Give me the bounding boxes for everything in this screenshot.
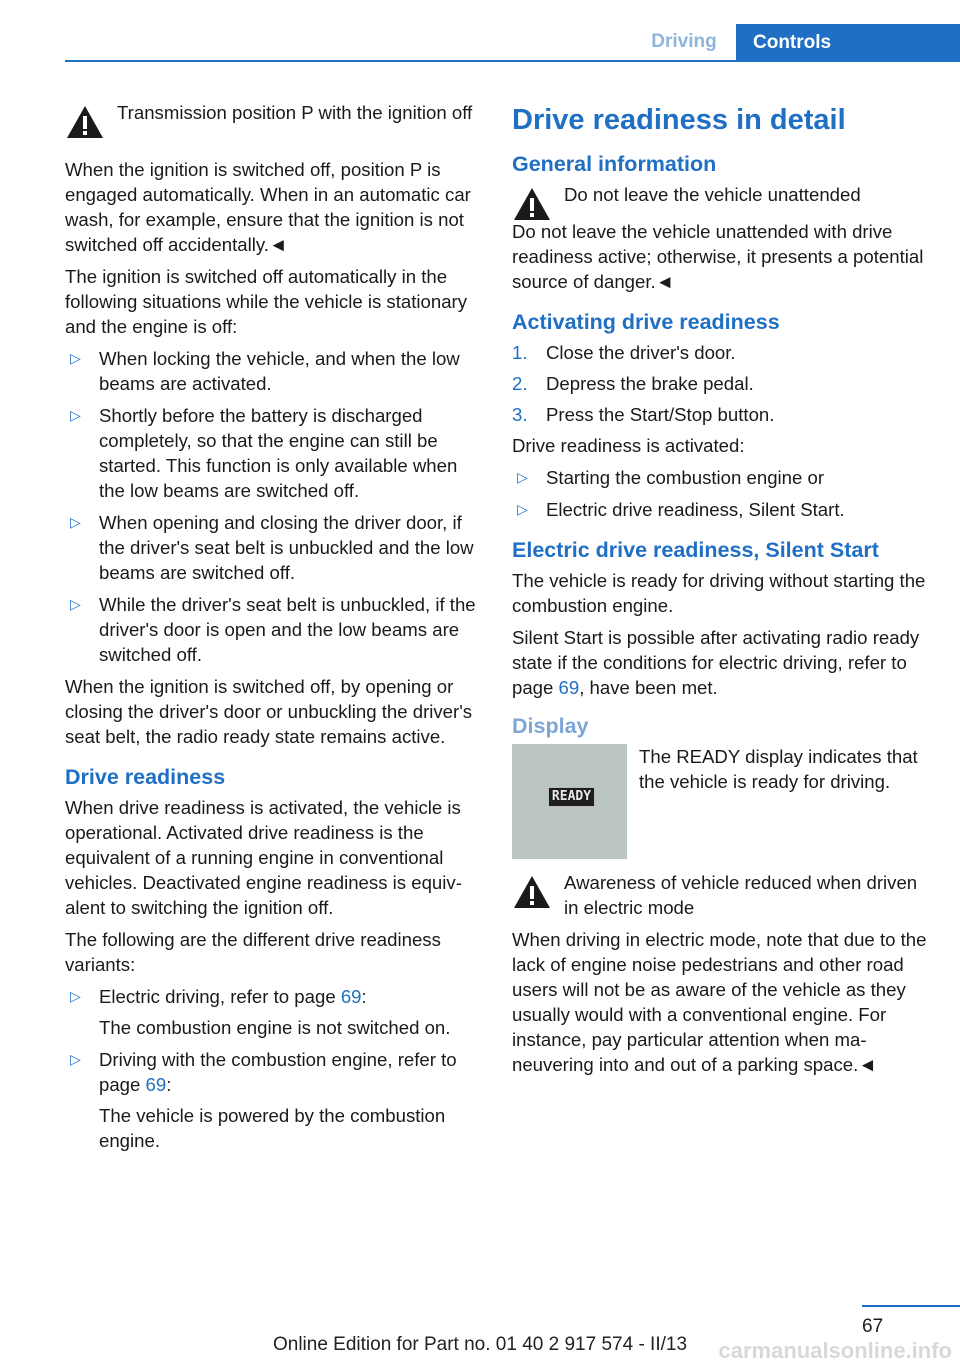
triangle-right-icon: ▷ [517,469,528,485]
warning-electric-mode [512,870,932,922]
list-item: ▷ Electric driving, refer to page 69: The combustion engine is not switched on. [65,984,485,1040]
ready-badge: READY [548,787,595,807]
triangle-right-icon: ▷ [70,514,81,530]
right-column [512,100,932,1084]
section-heading-silent-start: Electric drive readiness, Silent Start [512,538,879,562]
section-heading-display: Display [512,714,589,738]
list-item: ▷ Driving with the combustion engine, refer to page 69: The vehicle is powered by the combustion engine. [65,1047,485,1153]
paragraph: When the ignition is switched off, by opening or closing the driver's door or unbuckling the driver's seat belt, the radio ready state remains active. [65,676,473,747]
warning-title: Do not leave the vehicle unattended [564,184,861,205]
list-item: 2. Depress the brake pedal. [512,373,754,394]
ready-display-figure [512,744,932,862]
triangle-right-icon: ▷ [70,1051,81,1067]
list-item: ▷ While the driver's seat belt is unbuckled, if the driver's door is open and the low beams are switched off. [70,594,476,665]
ready-description: The READY display indicates that the vehicle is ready for driving. [639,746,918,792]
paragraph: Silent Start is possible after activating radio ready state if the conditions for electric driving, refer to page 69, have been met. [512,627,920,698]
warning-transmission [65,100,485,152]
paragraph: The vehicle is ready for driving without starting the combustion engine. [512,570,926,616]
triangle-right-icon: ▷ [70,407,81,423]
section-heading-activating: Activating drive readiness [512,310,780,334]
footer-rule [862,1305,960,1307]
list-item: ▷ Shortly before the battery is discharged completely, so that the engine can still be started. This function is only available when the low beams are switched off. [70,405,458,501]
header-rule [65,60,960,62]
list-item: ▷ Electric drive readiness, Silent Start. [517,499,845,520]
watermark: carmanualsonline.info [718,1338,952,1363]
warning-triangle-icon [512,874,552,910]
warning-body: When driving in electric mode, note that due to the lack of engine noise pedestrians and other road users will not be as aware of the vehicle as they usually would with a conventional engine. For instance, pay particular attention when maneuvering into and out of a parking space.◄ [512,929,927,1075]
paragraph: The following are the different drive readiness variants: [65,929,441,975]
ready-display-image [512,744,627,859]
section-heading-drive-readiness: Drive readiness [65,765,226,789]
steps-list [512,340,932,427]
warning-body: When the ignition is switched off, position P is engaged automatically. When in an automatic car wash, for example, ensure that the ignition is not switched off accidentally.◄ [65,159,471,255]
list-item-detail: The combustion engine is not switched on. [99,1017,451,1038]
list-item: ▷ When locking the vehicle, and when the low beams are activated. [70,348,460,394]
page-link[interactable]: 69 [558,677,580,698]
variants-list [65,984,485,1153]
list-item: ▷ Starting the combustion engine or [517,467,825,488]
paragraph: When drive readiness is activated, the vehicle is operational. Activated drive readiness is the equivalent of a running engine in conventional vehicles. Deactivated engine readiness is equivalent to switching the ignition off. [65,797,462,918]
triangle-right-icon: ▷ [517,501,528,517]
page-number: 67 [862,1316,884,1337]
warning-triangle-icon [65,104,105,140]
header-section-driving: Driving [651,31,717,52]
page-link[interactable]: 69 [145,1074,167,1095]
section-heading-general: General information [512,152,717,176]
warning-unattended [512,182,932,234]
edition-text: Online Edition for Part no. 01 40 2 917 574 - II/13 [272,1334,688,1355]
bullet-list [65,346,485,667]
triangle-right-icon: ▷ [70,596,81,612]
left-column [65,100,485,1160]
list-item-detail: The vehicle is powered by the combustion engine. [99,1105,446,1151]
warning-body: Do not leave the vehicle unattended with drive readiness active; otherwise, it presents a potential source of danger.◄ [512,221,924,292]
paragraph: Drive readiness is activated: [512,435,745,456]
header-chapter-controls: Controls [736,24,960,62]
triangle-right-icon: ▷ [70,350,81,366]
page-link[interactable]: 69 [340,986,362,1007]
paragraph: The ignition is switched off automatically in the following situations while the vehicle is stationary and the engine is off: [65,266,468,337]
list-item: 3. Press the Start/Stop button. [512,404,775,425]
page-title: Drive readiness in detail [512,104,846,136]
list-item: ▷ When opening and closing the driver door, if the driver's seat belt is unbuckled and the low beams are switched off. [70,512,474,583]
warning-title: Awareness of vehicle reduced when driven in electric mode [564,872,918,918]
warning-triangle-icon [512,186,552,222]
bullet-list [512,465,932,522]
triangle-right-icon: ▷ [70,988,81,1004]
warning-title: Transmission position P with the ignition off [117,102,473,123]
list-item: 1. Close the driver's door. [512,342,736,363]
